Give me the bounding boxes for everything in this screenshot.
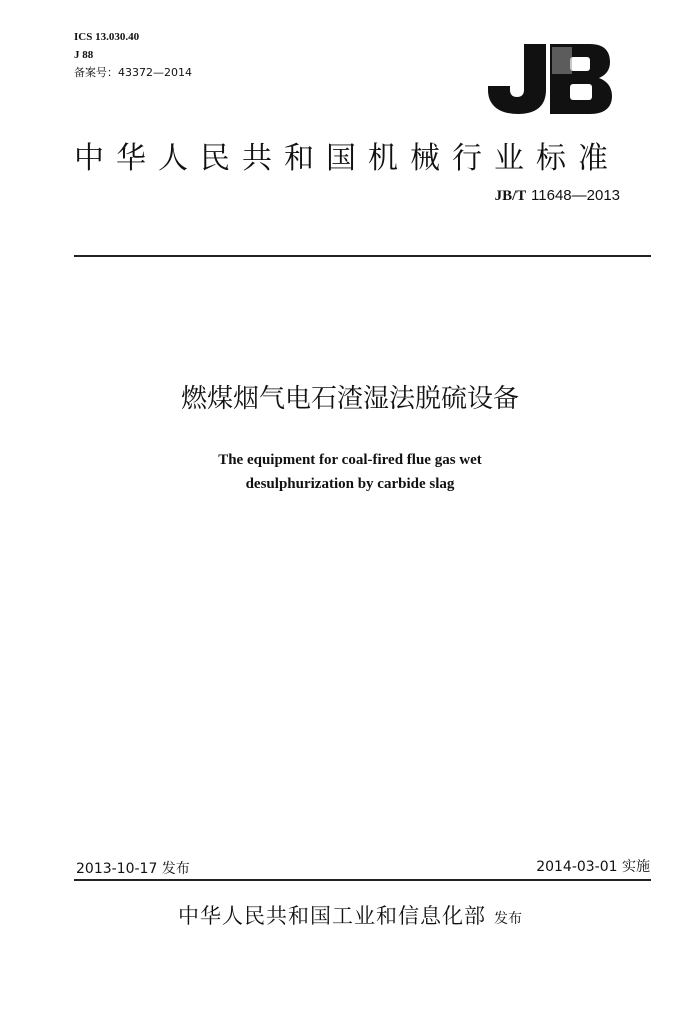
top-rule [74, 255, 651, 257]
jb-logo [486, 44, 612, 114]
standard-number-prefix: JB/T [494, 188, 527, 204]
ics-code: ICS 13.030.40 [74, 31, 140, 43]
title-english [0, 448, 700, 496]
title-english-line-1: The equipment for coal-fired flue gas wet [218, 452, 482, 468]
title-chinese: 燃煤烟气电石渣湿法脱硫设备 [180, 384, 519, 414]
standard-number-value: 11648—2013 [531, 187, 620, 204]
issue-date: 2013-10-17 发布 [76, 861, 190, 877]
publisher-action: 发布 [494, 911, 522, 927]
publisher [0, 900, 700, 930]
standard-number [495, 186, 620, 205]
standard-category: 中华人民共和国机械行业标准 [74, 141, 620, 176]
implementation-date: 2014-03-01 实施 [536, 859, 650, 875]
header-meta [74, 28, 192, 81]
publisher-org: 中华人民共和国工业和信息化部 [178, 904, 486, 928]
title-english-line-2: desulphurization by carbide slag [245, 476, 455, 492]
bottom-rule [74, 879, 651, 881]
filing-number: 备案号：43372—2014 [74, 66, 192, 79]
ccs-code: J 88 [74, 49, 94, 61]
